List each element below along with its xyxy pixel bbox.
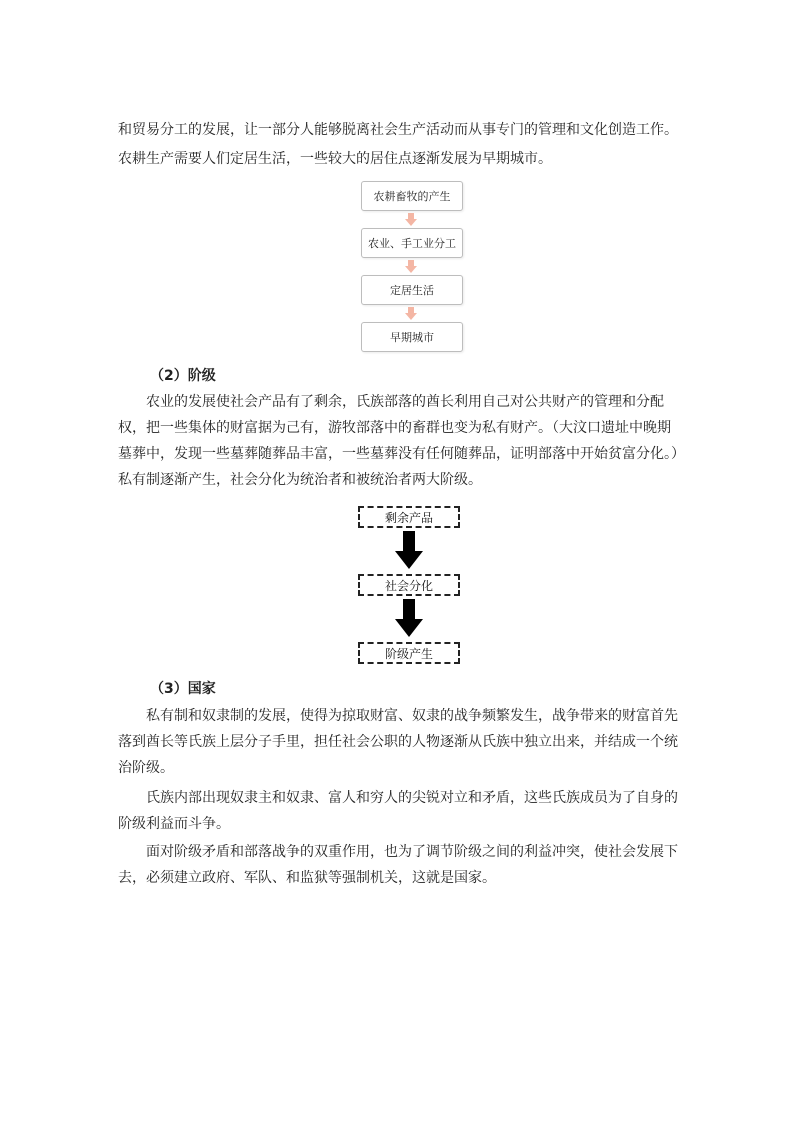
state-paragraph-1: 私有制和奴隶制的发展，使得为掠取财富、奴隶的战争频繁发生，战争带来的财富首先落到酋长等氏族上层分子手里，担任社会公职的人物逐渐从氏族中独立出来，并结成一个统治阶级。 xyxy=(118,708,678,776)
down-arrow-icon xyxy=(361,258,461,275)
flow-step-city: 早期城市 xyxy=(361,322,463,352)
flow-step-farming: 农耕畜牧的产生 xyxy=(361,181,463,211)
down-arrow-icon xyxy=(358,596,460,642)
down-arrow-icon xyxy=(358,528,460,574)
flow-step-class: 阶级产生 xyxy=(358,642,460,664)
intro-paragraph-2: 农耕生产需要人们定居生活，一些较大的居住点逐渐发展为早期城市。 xyxy=(118,151,552,167)
class-flow-diagram xyxy=(358,506,462,664)
intro-paragraph-1: 和贸易分工的发展，让一部分人能够脱离社会生产活动而从事专门的管理和文化创造工作。 xyxy=(118,122,678,138)
city-flow-diagram xyxy=(361,181,465,352)
heading-state: （3）国家 xyxy=(150,681,216,697)
flow-step-surplus: 剩余产品 xyxy=(358,506,460,528)
flow-step-settled: 定居生活 xyxy=(361,275,463,305)
class-paragraph: 农业的发展使社会产品有了剩余，氏族部落的酋长利用自己对公共财产的管理和分配权，把一些集体的财富据为己有，游牧部落中的畜群也变为私有财产。（大汶口遗址中晚期墓葬中，发现一些墓葬随葬品丰富，一些墓葬没有任何随葬品，证明部落中开始贫富分化。）私有制逐渐产生，社会分化为统治者和被统治者两大阶级。 xyxy=(118,394,678,488)
state-paragraph-2: 氏族内部出现奴隶主和奴隶、富人和穷人的尖锐对立和矛盾，这些氏族成员为了自身的阶级利益而斗争。 xyxy=(118,790,678,832)
state-paragraph-3: 面对阶级矛盾和部落战争的双重作用，也为了调节阶级之间的利益冲突，使社会发展下去，必须建立政府、军队、和监狱等强制机关，这就是国家。 xyxy=(118,844,678,886)
down-arrow-icon xyxy=(361,305,461,322)
heading-class: （2）阶级 xyxy=(150,368,216,384)
flow-step-differentiation: 社会分化 xyxy=(358,574,460,596)
flow-step-division: 农业、手工业分工 xyxy=(361,228,463,258)
down-arrow-icon xyxy=(361,211,461,228)
